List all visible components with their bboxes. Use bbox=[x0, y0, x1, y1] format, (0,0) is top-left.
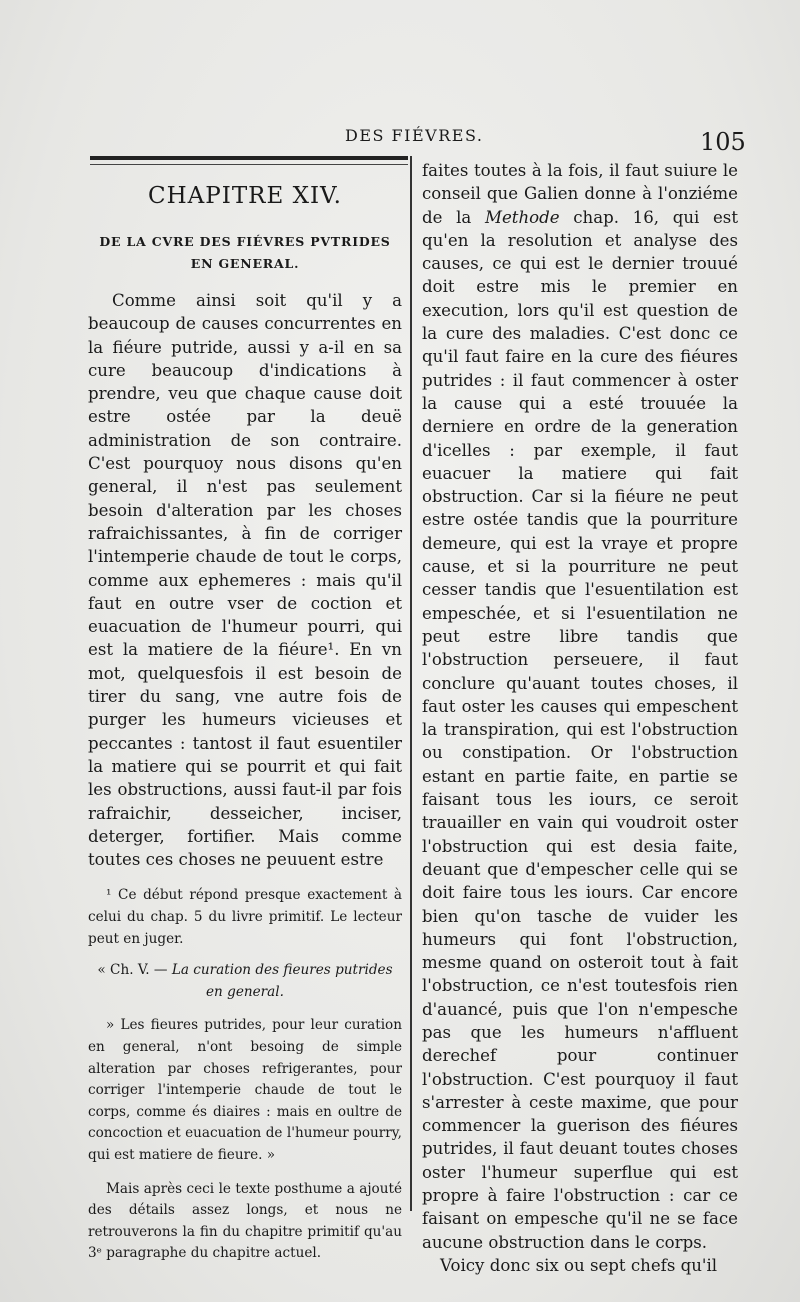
right-paragraph-part1: faites toutes à la fois, il faut suiure le conseil que Galien donne à l'onziéme de la bbox=[422, 161, 738, 227]
chapter-subtitle-line2: EN GENERAL. bbox=[190, 256, 300, 271]
column-divider bbox=[410, 156, 412, 1211]
right-paragraph-part2: chap. 16, qui est qu'en la resolution et analyse des causes, ce qui est le dernier trouué doit estre mis le premier en execution, lors qu'il est question de la cure des maladies. C'est donc ce qu'il faut faire en la cure des fiéures putrides : il faut commencer à oster la cause qui a esté trouuée la derniere en ordre de la generation d'icelles : par exemple, il faut euacuer la matiere qui fait obstruction. Car si la fiéure ne peut estre ostée tandis que la pourriture demeure, qui est la vraye et propre cause, et si la pourriture ne peut cesser tandis que l'esuentilation est empeschée, et si l'esuentilation ne peut estre libre tandis que l'obstruction perseuere, il faut conclure qu'auant toutes choses, il faut oster les causes qui empeschent la transpiration, qui est l'obstruction ou constipation. Or l'obstruction estant en partie faite, en partie se faisant tous les iours, ce seroit trauailler en vain qui voudroit oster l'obstruction qui est desia faite, deuant que d'empescher celle qui se doit faire tous les iours. Car encore bien qu'on tasche de vuider les humeurs qui font l'obstruction, mesme quand on osteroit tout à fait l'obstruction, ce n'est toutesfois rien d'auancé, puis que l'on n'empesche pas que les humeurs n'affluent derechef pour continuer l'obstruction. C'est pourquoy il faut s'arrester à ceste maxime, que pour commencer la guerison des fiéures putrides, il faut deuant toutes choses oster l'humeur superflue qui est propre à faire l'obstruction : car ce faisant on empesche qu'il ne se face aucune obstruction dans le corps. bbox=[422, 207, 738, 1252]
footnote-heading-italic: La curation des fieures putrides en general. bbox=[171, 962, 393, 1000]
footnote-heading bbox=[88, 960, 402, 1003]
running-title: DES FIÉVRES. bbox=[345, 126, 484, 145]
chapter-subtitle-line1: DE LA CVRE DES FIÉVRES PVTRIDES bbox=[99, 234, 391, 249]
header-rule-thick bbox=[90, 156, 408, 160]
footnote-note: Mais après ceci le texte posthume a ajouté des détails assez longs, et nous ne retrouverons la fin du chapitre primitif qu'au 3ᵉ paragraphe du chapitre actuel. bbox=[88, 1180, 402, 1262]
footnote-quote: » Les fieures putrides, pour leur curation en general, n'ont besoing de simple alteration par choses refrigerantes, pour corriger l'intemperie chaude de tout le corps, comme és diaires : mais en oultre de concoction et euacuation de l'humeur pourry, qui est matiere de fieure. » bbox=[88, 1017, 402, 1163]
right-column bbox=[422, 159, 738, 1277]
left-column bbox=[88, 183, 402, 1265]
footnote-1: ¹ Ce début répond presque exactement à celui du chap. 5 du livre primitif. Le lecteur peut en juger. bbox=[88, 887, 402, 947]
methode-italic: Methode bbox=[484, 207, 560, 227]
chapter-subtitle bbox=[88, 231, 402, 275]
right-paragraph bbox=[422, 159, 738, 1254]
right-last-line: Voicy donc six ou sept chefs qu'il bbox=[440, 1255, 718, 1275]
footnote-heading-prefix: « Ch. V. — bbox=[97, 962, 172, 979]
main-paragraph: Comme ainsi soit qu'il y a beaucoup de causes concurrentes en la fiéure putride, aussi y a-il en sa cure beaucoup d'indications à prendre, veu que chaque cause doit estre ostée par la deuë administration de son contraire. C'est pourquoy nous disons qu'en general, il n'est pas seulement besoin d'alteration par les choses rafraichissantes, à fin de corriger l'intemperie chaude de tout le corps, comme aux ephemeres : mais qu'il faut en outre vser de coction et euacuation de l'humeur pourri, qui est la matiere de la fiéure¹. En vn mot, quelquesfois il est besoin de tirer du sang, vne autre fois de purger les humeurs vicieuses et peccantes : tantost il faut esuentiler la matiere qui se pourrit et qui fait les obstructions, aussi faut-il par fois rafraichir, desseicher, inciser, deterger, fortifier. Mais comme toutes ces choses ne peuuent estre bbox=[88, 291, 402, 870]
header-rule-thin bbox=[90, 164, 408, 165]
page-number: 105 bbox=[700, 128, 746, 156]
chapter-title: CHAPITRE XIV. bbox=[148, 183, 342, 209]
